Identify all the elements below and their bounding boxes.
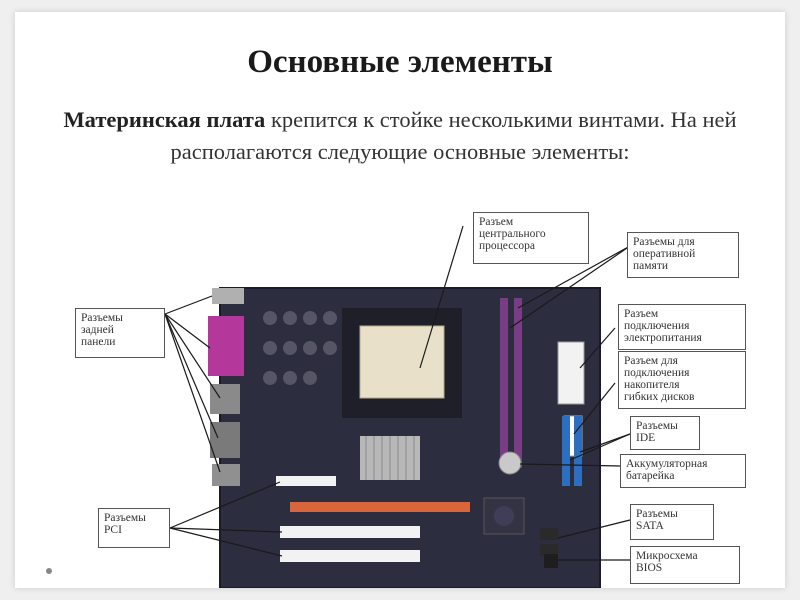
pci-slot-1 (280, 526, 420, 538)
callout-battery: Аккумуляторная батарейка (620, 454, 746, 488)
power-connector (558, 342, 584, 404)
cpu-socket (360, 326, 444, 398)
intro-bold-term: Материнская плата (63, 107, 266, 132)
pcie-slot (290, 502, 470, 512)
callout-ram-slots: Разъемы для оперативной памяти (627, 232, 739, 278)
ide-connector-1 (562, 416, 570, 486)
callout-sata-connectors: Разъемы SATA (630, 504, 714, 540)
callout-power-connector: Разъем подключения электропитания (618, 304, 746, 350)
rear-io-ps2 (212, 288, 244, 304)
pci-slot-2 (280, 550, 420, 562)
slide-title: Основные элементы (247, 44, 553, 80)
southbridge-die (494, 506, 514, 526)
bullet-dot (46, 568, 52, 574)
callout-bios-chip: Микросхема BIOS (630, 546, 740, 584)
sata-connector-1 (540, 528, 558, 540)
motherboard-figure (70, 208, 752, 588)
ram-slot-2 (514, 298, 522, 468)
callout-pci-slots: Разъемы PCI (98, 508, 170, 548)
intro-rest-text: крепится к стойке несколькими винтами. На ней располагаются следующие основные элементы: (170, 107, 737, 164)
callout-cpu-socket: Разъем центрального процессора (473, 212, 589, 264)
callout-floppy-connector: Разъем для подключения накопителя гибких дисков (618, 351, 746, 409)
rear-io-audio (212, 464, 240, 486)
cmos-battery (499, 452, 521, 474)
bios-chip (544, 554, 558, 568)
rear-io-parallel-port (208, 316, 244, 376)
callout-ide-connectors: Разъемы IDE (630, 416, 700, 450)
slide-intro-text (60, 104, 740, 168)
rear-io-lan (210, 422, 240, 458)
rear-io-usb (210, 384, 240, 414)
pci-slot-small (276, 476, 336, 486)
ram-slot-1 (500, 298, 508, 468)
callout-rear-panel: Разъемы задней панели (75, 308, 165, 358)
ide-connector-2 (574, 416, 582, 486)
